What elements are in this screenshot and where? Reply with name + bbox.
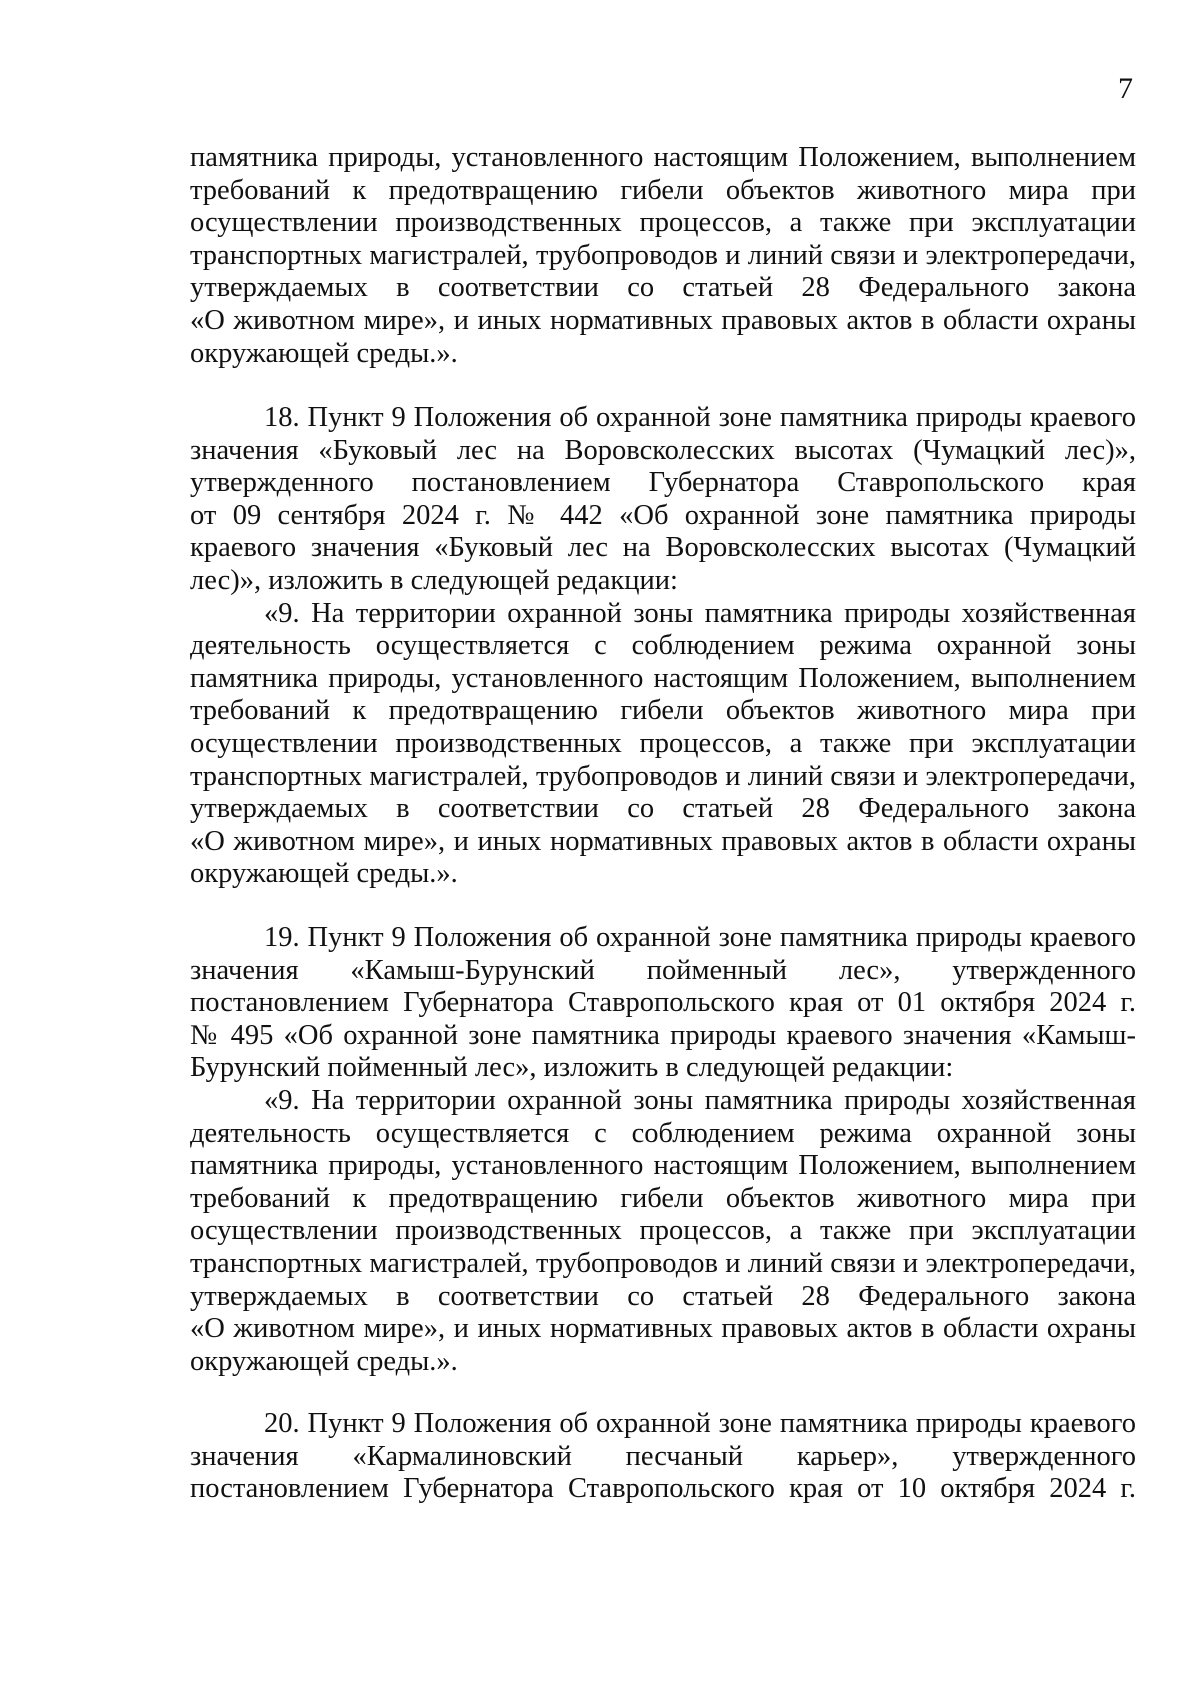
text-line: утвержденного постановлением Губернатора Ставропольского края [190, 467, 1136, 499]
text-line: постановлением Губернатора Ставропольского края от 10 октября 2024 г. [190, 1473, 1136, 1505]
text-line: Бурунский пойменный лес», изложить в следующей редакции: [190, 1052, 954, 1084]
text-line: лес)», изложить в следующей редакции: [190, 564, 678, 596]
text-line: транспортных магистралей, трубопроводов и линий связи и электропередачи, [190, 239, 1136, 271]
text-line: осуществлении производственных процессов, а также при эксплуатации [190, 207, 1136, 239]
text-line: деятельность осуществляется с соблюдением режима охранной зоны [190, 1117, 1136, 1149]
text-line: памятника природы, установленного настоящим Положением, выполнением [190, 142, 1136, 173]
paragraph-continuation [190, 142, 1136, 370]
text-line: от 09 сентября 2024 г. № 442 «Об охранной зоне памятника природы [190, 499, 1136, 531]
text-line: № 495 «Об охранной зоне памятника природы краевого значения «Камыш- [190, 1019, 1136, 1051]
text-line: постановлением Губернатора Ставропольского края от 01 октября 2024 г. [190, 987, 1136, 1019]
item-18 [190, 402, 1136, 891]
item-20 [190, 1408, 1136, 1506]
text-line: памятника природы, установленного настоящим Положением, выполнением [190, 662, 1136, 694]
text-line: окружающей среды.». [190, 337, 458, 369]
text-line: значения «Буковый лес на Воровсколесских высотах (Чумацкий лес)», [190, 434, 1136, 466]
item-19-heading-line: 19. Пункт 9 Положения об охранной зоне памятника природы краевого [264, 922, 1136, 953]
text-line: краевого значения «Буковый лес на Воровсколесских высотах (Чумацкий [190, 532, 1136, 564]
item-20-heading-line: 20. Пункт 9 Положения об охранной зоне памятника природы краевого [264, 1408, 1136, 1439]
text-line: утверждаемых в соответствии со статьей 28 Федерального закона [190, 793, 1136, 825]
text-line: значения «Кармалиновский песчаный карьер», утвержденного [190, 1440, 1136, 1472]
item-18-heading-line: 18. Пункт 9 Положения об охранной зоне памятника природы краевого [264, 402, 1136, 433]
text-line: утверждаемых в соответствии со статьей 28 Федерального закона [190, 1280, 1136, 1312]
text-line: деятельность осуществляется с соблюдением режима охранной зоны [190, 630, 1136, 662]
text-line: осуществлении производственных процессов, а также при эксплуатации [190, 1215, 1136, 1247]
page-number: 7 [1118, 72, 1133, 105]
text-line: требований к предотвращению гибели объектов животного мира при [190, 695, 1136, 727]
text-line: окружающей среды.». [190, 1345, 458, 1377]
text-line: утверждаемых в соответствии со статьей 28 Федерального закона [190, 272, 1136, 304]
text-line: окружающей среды.». [190, 858, 458, 890]
text-line: «О животном мире», и иных нормативных правовых актов в области охраны [190, 304, 1136, 336]
text-line: «О животном мире», и иных нормативных правовых актов в области охраны [190, 1313, 1136, 1345]
text-line: транспортных магистралей, трубопроводов и линий связи и электропередачи, [190, 760, 1136, 792]
text-line: значения «Камыш-Бурунский пойменный лес», утвержденного [190, 954, 1136, 986]
quoted-clause-start: «9. На территории охранной зоны памятника природы хозяйственная [264, 1084, 1136, 1116]
text-line: памятника природы, установленного настоящим Положением, выполнением [190, 1150, 1136, 1182]
text-line: требований к предотвращению гибели объектов животного мира при [190, 1182, 1136, 1214]
text-line: транспортных магистралей, трубопроводов и линий связи и электропередачи, [190, 1247, 1136, 1279]
text-line: осуществлении производственных процессов, а также при эксплуатации [190, 727, 1136, 759]
text-line: требований к предотвращению гибели объектов животного мира при [190, 174, 1136, 206]
item-19 [190, 922, 1136, 1378]
text-line: «О животном мире», и иных нормативных правовых актов в области охраны [190, 825, 1136, 857]
quoted-clause-start: «9. На территории охранной зоны памятника природы хозяйственная [264, 597, 1136, 629]
